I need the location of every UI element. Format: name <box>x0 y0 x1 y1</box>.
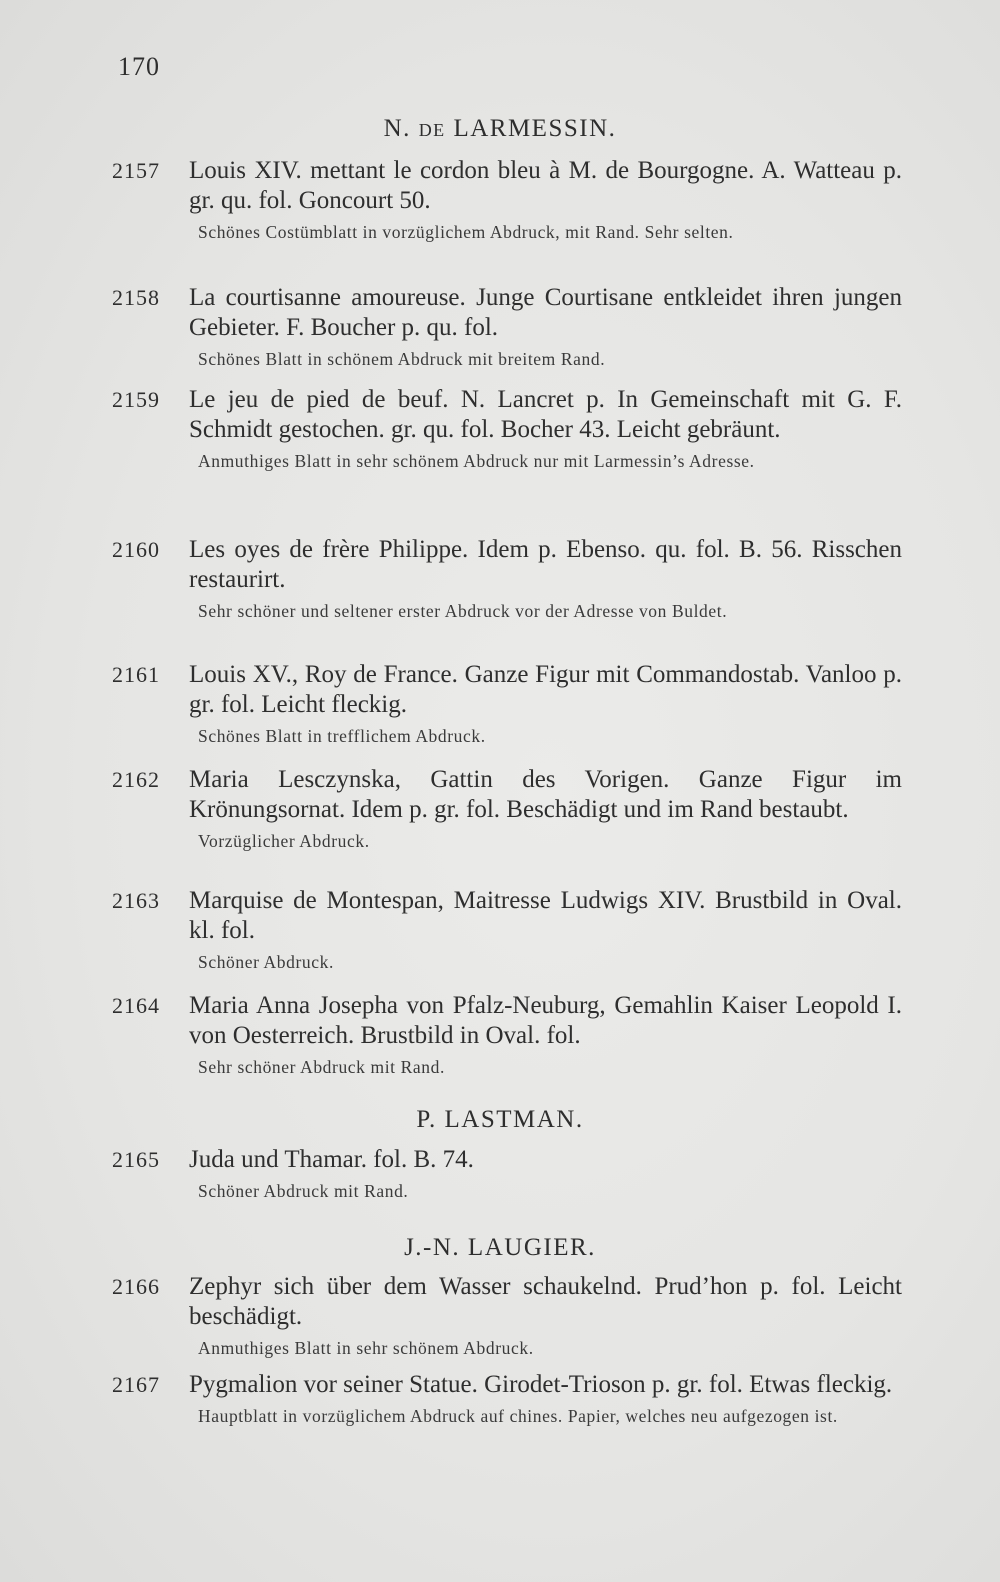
section-heading-laugier <box>0 1234 1000 1262</box>
entry-description: Les oyes de frère Philippe. Idem p. Ebenso. qu. fol. B. 56. Risschen restaurirt. <box>189 536 902 593</box>
entry-description: Maria Anna Josepha von Pfalz-Neuburg, Gemahlin Kaiser Leopold I. von Oesterreich. Brustbild in Oval. fol. <box>189 992 902 1049</box>
lot-number: 2157 <box>112 158 160 183</box>
heading-particle: DE <box>418 120 446 140</box>
heading-name: J.-N. LAUGIER. <box>404 1234 596 1261</box>
catalogue-entry <box>112 535 902 622</box>
entry-description: La courtisanne amoureuse. Junge Courtisane entkleidet ihren jungen Gebieter. F. Boucher p. qu. fol. <box>189 284 902 341</box>
entry-description: Maria Lesczynska, Gattin des Vorigen. Ganze Figur im Krönungsornat. Idem p. gr. fol. Beschädigt und im Rand bestaubt. <box>189 766 902 823</box>
lot-number: 2166 <box>112 1274 160 1299</box>
entry-note: Sehr schöner und seltener erster Abdruck vor der Adresse von Buldet. <box>198 601 728 621</box>
catalogue-entry <box>112 283 902 370</box>
lot-number: 2161 <box>112 662 160 687</box>
lot-number: 2163 <box>112 888 160 913</box>
catalogue-entry <box>112 991 902 1078</box>
entry-description: Zephyr sich über dem Wasser schaukelnd. Prud’hon p. fol. Leicht beschädigt. <box>189 1273 902 1330</box>
lot-number: 2160 <box>112 537 160 562</box>
section-heading-lastman <box>0 1106 1000 1134</box>
entry-note: Schönes Costümblatt in vorzüglichem Abdruck, mit Rand. Sehr selten. <box>198 222 734 242</box>
entry-note: Anmuthiges Blatt in sehr schönem Abdruck. <box>198 1338 534 1358</box>
lot-number: 2167 <box>112 1372 160 1397</box>
entry-description: Juda und Thamar. fol. B. 74. <box>189 1146 474 1173</box>
entry-note: Schöner Abdruck mit Rand. <box>198 1181 409 1201</box>
page-number: 170 <box>118 52 160 81</box>
lot-number: 2158 <box>112 285 160 310</box>
entry-note: Anmuthiges Blatt in sehr schönem Abdruck nur mit Larmessin’s Adresse. <box>198 451 755 471</box>
entry-description: Louis XIV. mettant le cordon bleu à M. de Bourgogne. A. Watteau p. gr. qu. fol. Goncourt 50. <box>189 157 902 214</box>
heading-name: LARMESSIN. <box>453 115 617 142</box>
entry-note: Sehr schöner Abdruck mit Rand. <box>198 1057 445 1077</box>
catalogue-entry <box>112 385 902 472</box>
entry-description: Le jeu de pied de beuf. N. Lancret p. In Gemeinschaft mit G. F. Schmidt gestochen. gr. qu. fol. Bocher 43. Leicht gebräunt. <box>189 386 902 443</box>
entry-note: Schöner Abdruck. <box>198 952 334 972</box>
entry-note: Schönes Blatt in trefflichem Abdruck. <box>198 726 486 746</box>
entry-note: Schönes Blatt in schönem Abdruck mit breitem Rand. <box>198 349 606 369</box>
catalogue-entry <box>112 1145 902 1202</box>
entry-description: Marquise de Montespan, Maitresse Ludwigs XIV. Brustbild in Oval. kl. fol. <box>189 887 902 944</box>
section-heading-larmessin <box>0 115 1000 143</box>
catalogue-entry <box>112 886 902 973</box>
heading-name: P. LASTMAN. <box>416 1106 584 1133</box>
lot-number: 2162 <box>112 767 160 792</box>
catalogue-entry <box>112 156 902 243</box>
catalogue-entry <box>112 1272 902 1359</box>
catalogue-entry <box>112 660 902 747</box>
entry-description: Pygmalion vor seiner Statue. Girodet-Trioson p. gr. fol. Etwas fleckig. <box>189 1371 893 1398</box>
lot-number: 2165 <box>112 1147 160 1172</box>
catalogue-entry <box>112 1370 902 1427</box>
catalogue-entry <box>112 765 902 852</box>
entry-note: Vorzüglicher Abdruck. <box>198 831 370 851</box>
lot-number: 2164 <box>112 993 160 1018</box>
entry-note: Hauptblatt in vorzüglichem Abdruck auf chines. Papier, welches neu aufgezogen ist. <box>198 1406 838 1426</box>
lot-number: 2159 <box>112 387 160 412</box>
heading-prefix: N. <box>383 115 411 142</box>
entry-description: Louis XV., Roy de France. Ganze Figur mit Commandostab. Vanloo p. gr. fol. Leicht fleckig. <box>189 661 902 718</box>
